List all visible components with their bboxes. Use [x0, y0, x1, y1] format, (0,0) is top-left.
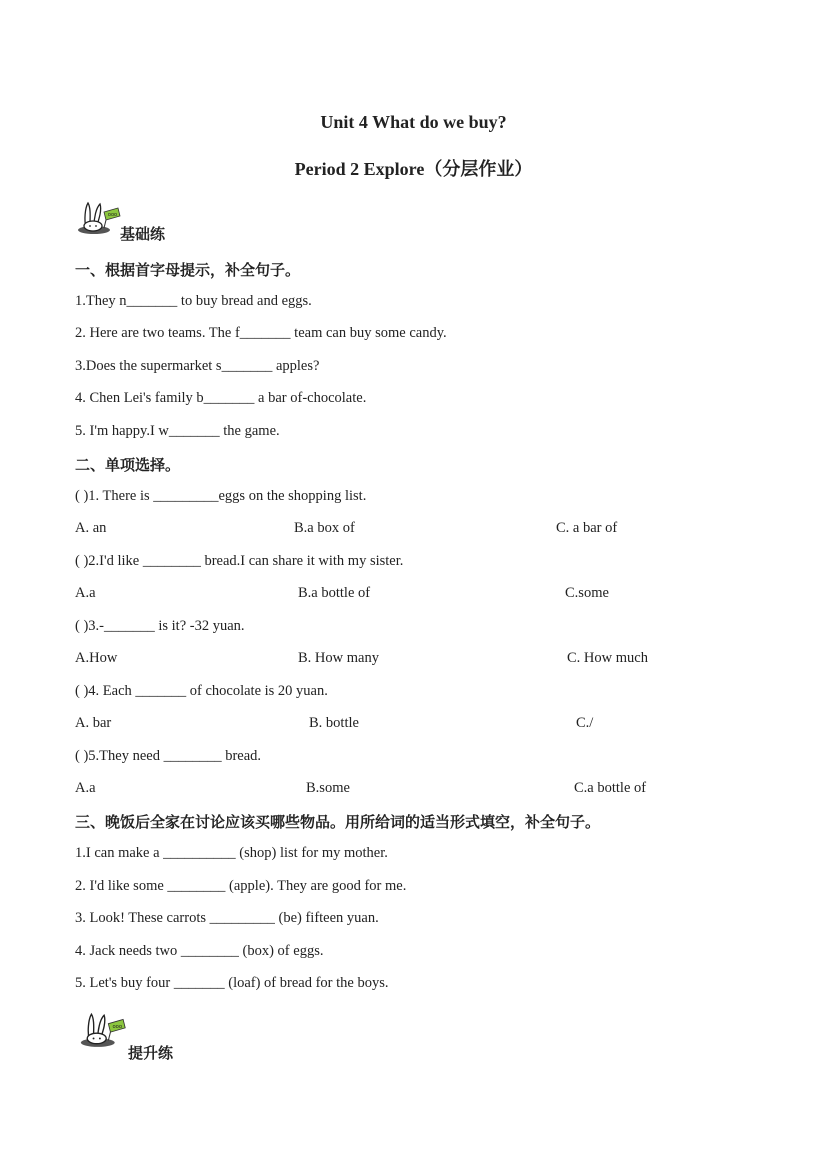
question-stem: ( )3.-_______ is it? -32 yuan. — [75, 618, 245, 634]
option-b: B.a bottle of — [298, 585, 371, 601]
section3-heading: 三、晚饭后全家在讨论应该买哪些物品。用所给词的适当形式填空，补全句子。 — [75, 813, 601, 831]
question-stem: ( )1. There is _________eggs on the shopping list. — [75, 488, 367, 504]
list-item: 5. I'm happy.I w_______ the game. — [75, 423, 280, 439]
question-stem: ( )5.They need ________ bread. — [75, 748, 262, 764]
advanced-practice-label: 提升练 — [128, 1044, 174, 1062]
option-c: C.a bottle of — [574, 780, 647, 796]
option-c: C./ — [576, 715, 594, 731]
list-item: 4. Jack needs two ________ (box) of eggs. — [75, 943, 324, 959]
option-a: A. bar — [75, 715, 112, 731]
option-a: A.a — [75, 585, 96, 601]
section2-heading: 二、单项选择。 — [75, 456, 181, 474]
option-c: C. How much — [567, 650, 648, 666]
list-item: 3. Look! These carrots _________ (be) fifteen yuan. — [75, 910, 379, 926]
option-a: A. an — [75, 520, 107, 536]
option-c: C. a bar of — [556, 520, 618, 536]
page-title: Unit 4 What do we buy? — [320, 112, 507, 132]
list-item: 2. I'd like some ________ (apple). They are good for me. — [75, 878, 407, 894]
option-b: B.some — [306, 780, 350, 796]
page-subtitle: Period 2 Explore（分层作业） — [294, 159, 533, 179]
option-b: B.a box of — [294, 520, 355, 536]
badge-text: ooo — [112, 1023, 123, 1030]
list-item: 4. Chen Lei's family b_______ a bar of-chocolate. — [75, 390, 367, 406]
option-c: C.some — [565, 585, 609, 601]
list-item: 1.They n_______ to buy bread and eggs. — [75, 293, 312, 309]
question-stem: ( )2.I'd like ________ bread.I can share it with my sister. — [75, 553, 404, 569]
option-b: B. How many — [298, 650, 379, 666]
basic-practice-label: 基础练 — [120, 225, 166, 243]
section1-heading: 一、根据首字母提示，补全句子。 — [75, 261, 301, 279]
bunny-icon — [76, 1011, 128, 1049]
badge-text: ooo — [107, 212, 118, 218]
option-a: A.How — [75, 650, 118, 666]
list-item: 1.I can make a __________ (shop) list for my mother. — [75, 845, 388, 861]
list-item: 5. Let's buy four _______ (loaf) of bread for the boys. — [75, 975, 389, 991]
option-a: A.a — [75, 780, 96, 796]
option-b: B. bottle — [309, 715, 359, 731]
question-stem: ( )4. Each _______ of chocolate is 20 yuan. — [75, 683, 328, 699]
list-item: 3.Does the supermarket s_______ apples? — [75, 358, 320, 374]
bunny-icon — [74, 200, 122, 236]
list-item: 2. Here are two teams. The f_______ team can buy some candy. — [75, 325, 447, 341]
